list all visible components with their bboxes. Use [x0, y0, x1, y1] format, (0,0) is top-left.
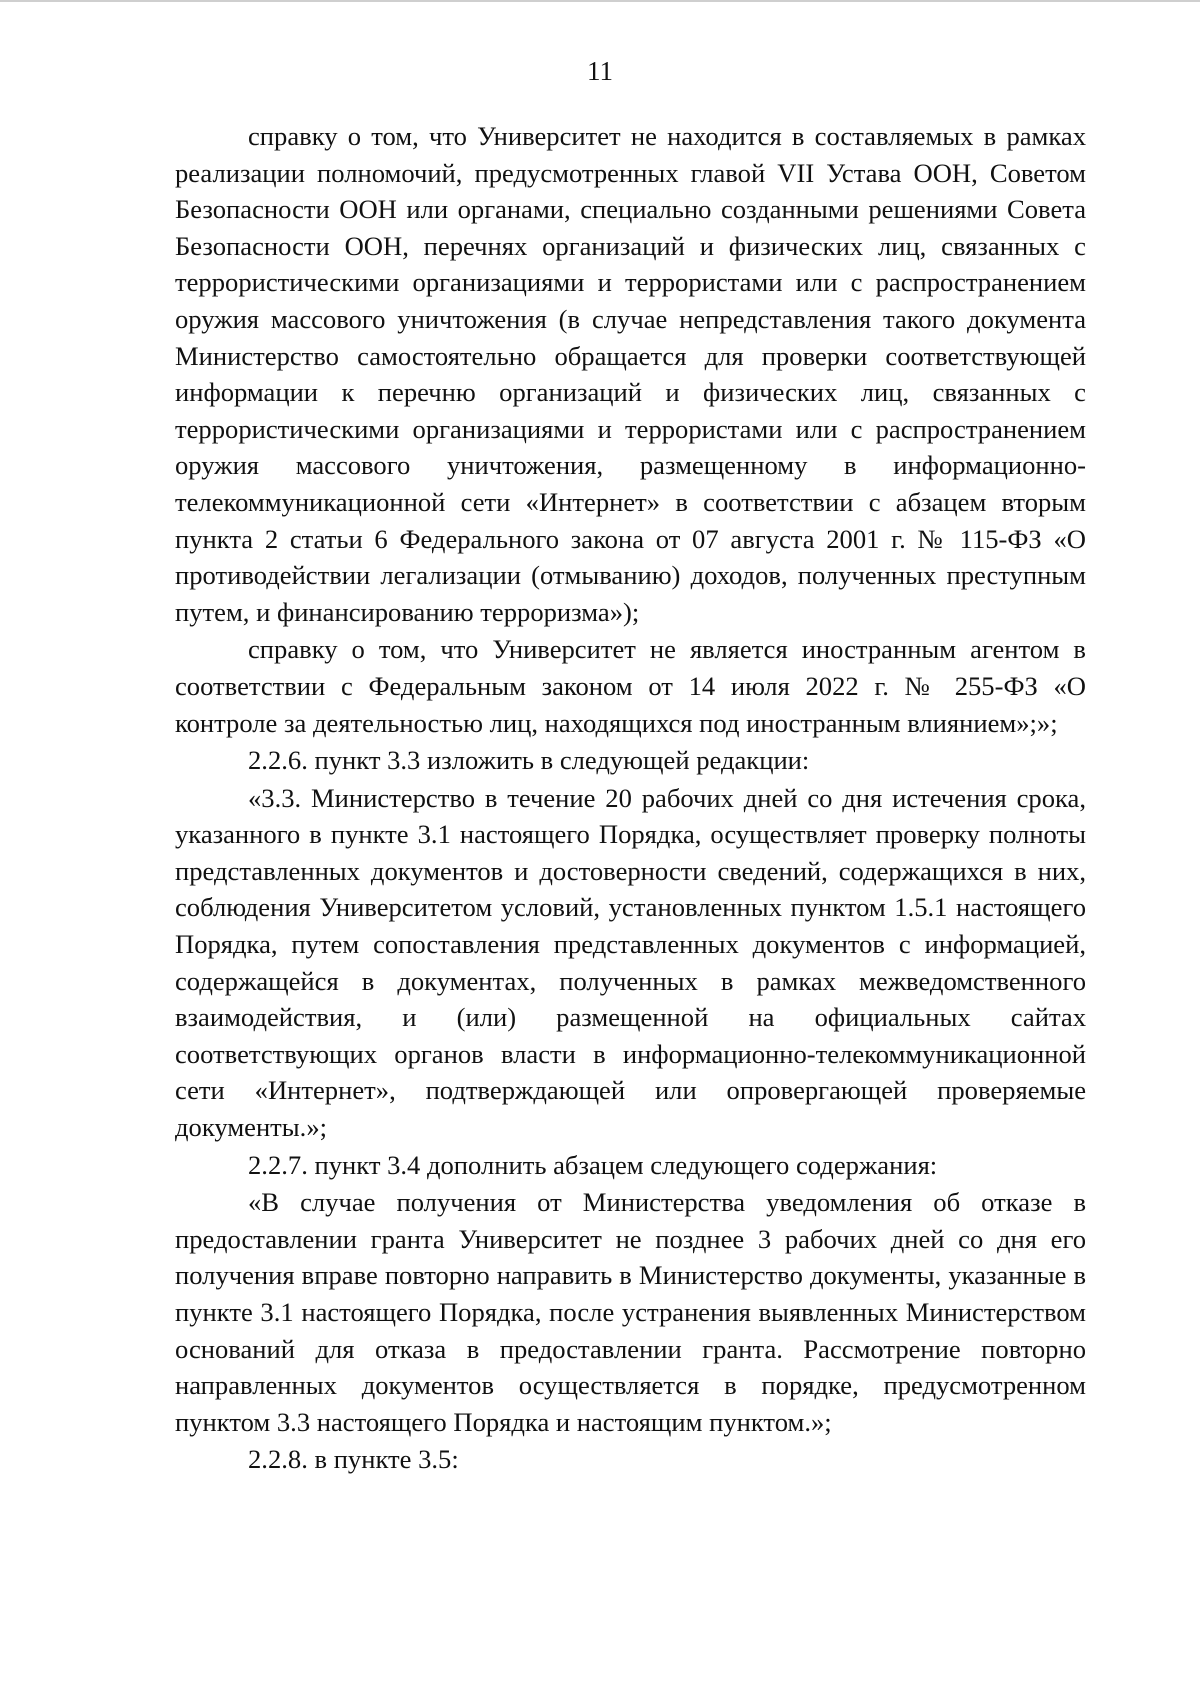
paragraph-item-2-2-8: 2.2.8. в пункте 3.5:: [248, 1444, 459, 1475]
paragraph-un-sanctions-certificate: справку о том, что Университет не находится в составляемых в рамках реализации полномочий, предусмотренных главой VII Устава ООН, Советом Безопасности ООН или органами, специально созданными решениями Совета Безопасности ООН, перечнях организаций и физических лиц, связанных с террористическими организациями и террористами или с распространением оружия массового уничтожения (в случае непредставления такого документа Министерство самостоятельно обращается для проверки соответствующей информации к перечню организаций и физических лиц, связанных с террористическими организациями и террористами или с распространением оружия массового уничтожения, размещенному в информационно-телекоммуникационной сети «Интернет» в соответствии с абзацем вторым пункта 2 статьи 6 Федерального закона от 07 августа 2001 г. № 115-ФЗ «О противодействии легализации (отмыванию) доходов, полученных преступным путем, и финансированию терроризма»);: [175, 121, 1086, 627]
paragraph-item-2-2-7: 2.2.7. пункт 3.4 дополнить абзацем следующего содержания:: [248, 1149, 938, 1180]
paragraph-clause-3-3: «3.3. Министерство в течение 20 рабочих дней со дня истечения срока, указанного в пункте 3.1 настоящего Порядка, осуществляет проверку полноты представленных документов и достоверности сведений, содержащихся в них, соблюдения Университетом условий, установленных пунктом 1.5.1 настоящего Порядка, путем сопоставления представленных документов с информацией, содержащейся в документах, полученных в рамках межведомственного взаимодействия, и (или) размещенной на официальных сайтах соответствующих органов власти в информационно-телекоммуникационной сети «Интернет», подтверждающей или опровергающей проверяемые документы.»;: [175, 782, 1086, 1143]
document-body: [175, 118, 1086, 1479]
paragraph-refusal-resubmission: «В случае получения от Министерства уведомления об отказе в предоставлении гранта Университет не позднее 3 рабочих дней со дня его получения вправе повторно направить в Министерство документы, указанные в пункте 3.1 настоящего Порядка, после устранения выявленных Министерством оснований для отказа в предоставлении гранта. Рассмотрение повторно направленных документов осуществляется в порядке, предусмотренном пунктом 3.3 настоящего Порядка и настоящим пунктом.»;: [175, 1187, 1086, 1437]
page-top-edge: [0, 0, 1200, 2]
paragraph-foreign-agent-certificate: справку о том, что Университет не является иностранным агентом в соответствии с Федеральным законом от 14 июля 2022 г. № 255-ФЗ «О контроле за деятельностью лиц, находящихся под иностранным влиянием»;»;: [175, 634, 1086, 738]
page-number: 11: [587, 56, 613, 86]
paragraph-item-2-2-6: 2.2.6. пункт 3.3 изложить в следующей редакции:: [248, 745, 810, 776]
